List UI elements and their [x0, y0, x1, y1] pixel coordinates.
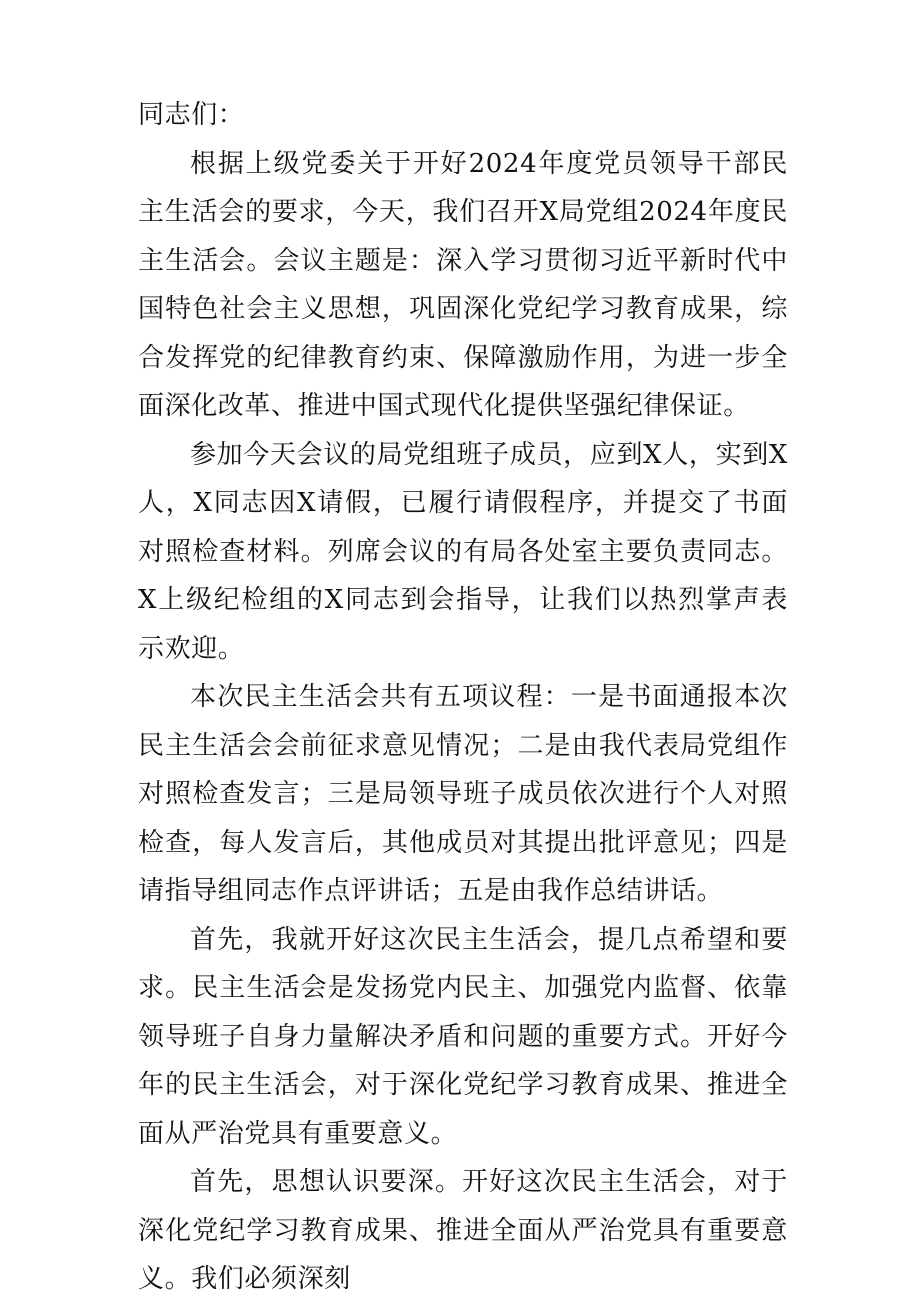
paragraph-opening: 根据上级党委关于开好2024年度党员领导干部民主生活会的要求，今天，我们召开X局党组2024年度民主生活会。会议主题是：深入学习贯彻习近平新时代中国特色社会主义思想，巩固深化党纪学习教育成果，综合发挥党的纪律教育约束、保障激励作用，为进一步全面深化改革、推进中国式现代化提供坚强纪律保证。: [138, 148, 788, 421]
paragraph-requirements: 首先，我就开好这次民主生活会，提几点希望和要求。民主生活会是发扬党内民主、加强党内监督、依靠领导班子自身力量解决矛盾和问题的重要方式。开好今年的民主生活会，对于深化党纪学习教育成果、推进全面从严治党具有重要意义。: [138, 924, 788, 1149]
greeting: 同志们：: [138, 100, 245, 130]
paragraph-thinking: 首先，思想认识要深。开好这次民主生活会，对于深化党纪学习教育成果、推进全面从严治党具有重要意义。我们必须深刻: [138, 1167, 788, 1294]
paragraph-agenda: 本次民主生活会共有五项议程：一是书面通报本次民主生活会会前征求意见情况；二是由我代表局党组作对照检查发言；三是局领导班子成员依次进行个人对照检查，每人发言后，其他成员对其提出批评意见；四是请指导组同志作点评讲话；五是由我作总结讲话。: [138, 682, 788, 906]
document-body: [138, 91, 788, 1304]
paragraph-attendance: 参加今天会议的局党组班子成员，应到X人，实到X人，X同志因X请假，已履行请假程序，并提交了书面对照检查材料。列席会议的有局各处室主要负责同志。X上级纪检组的X同志到会指导，让我们以热烈掌声表示欢迎。: [138, 439, 788, 664]
